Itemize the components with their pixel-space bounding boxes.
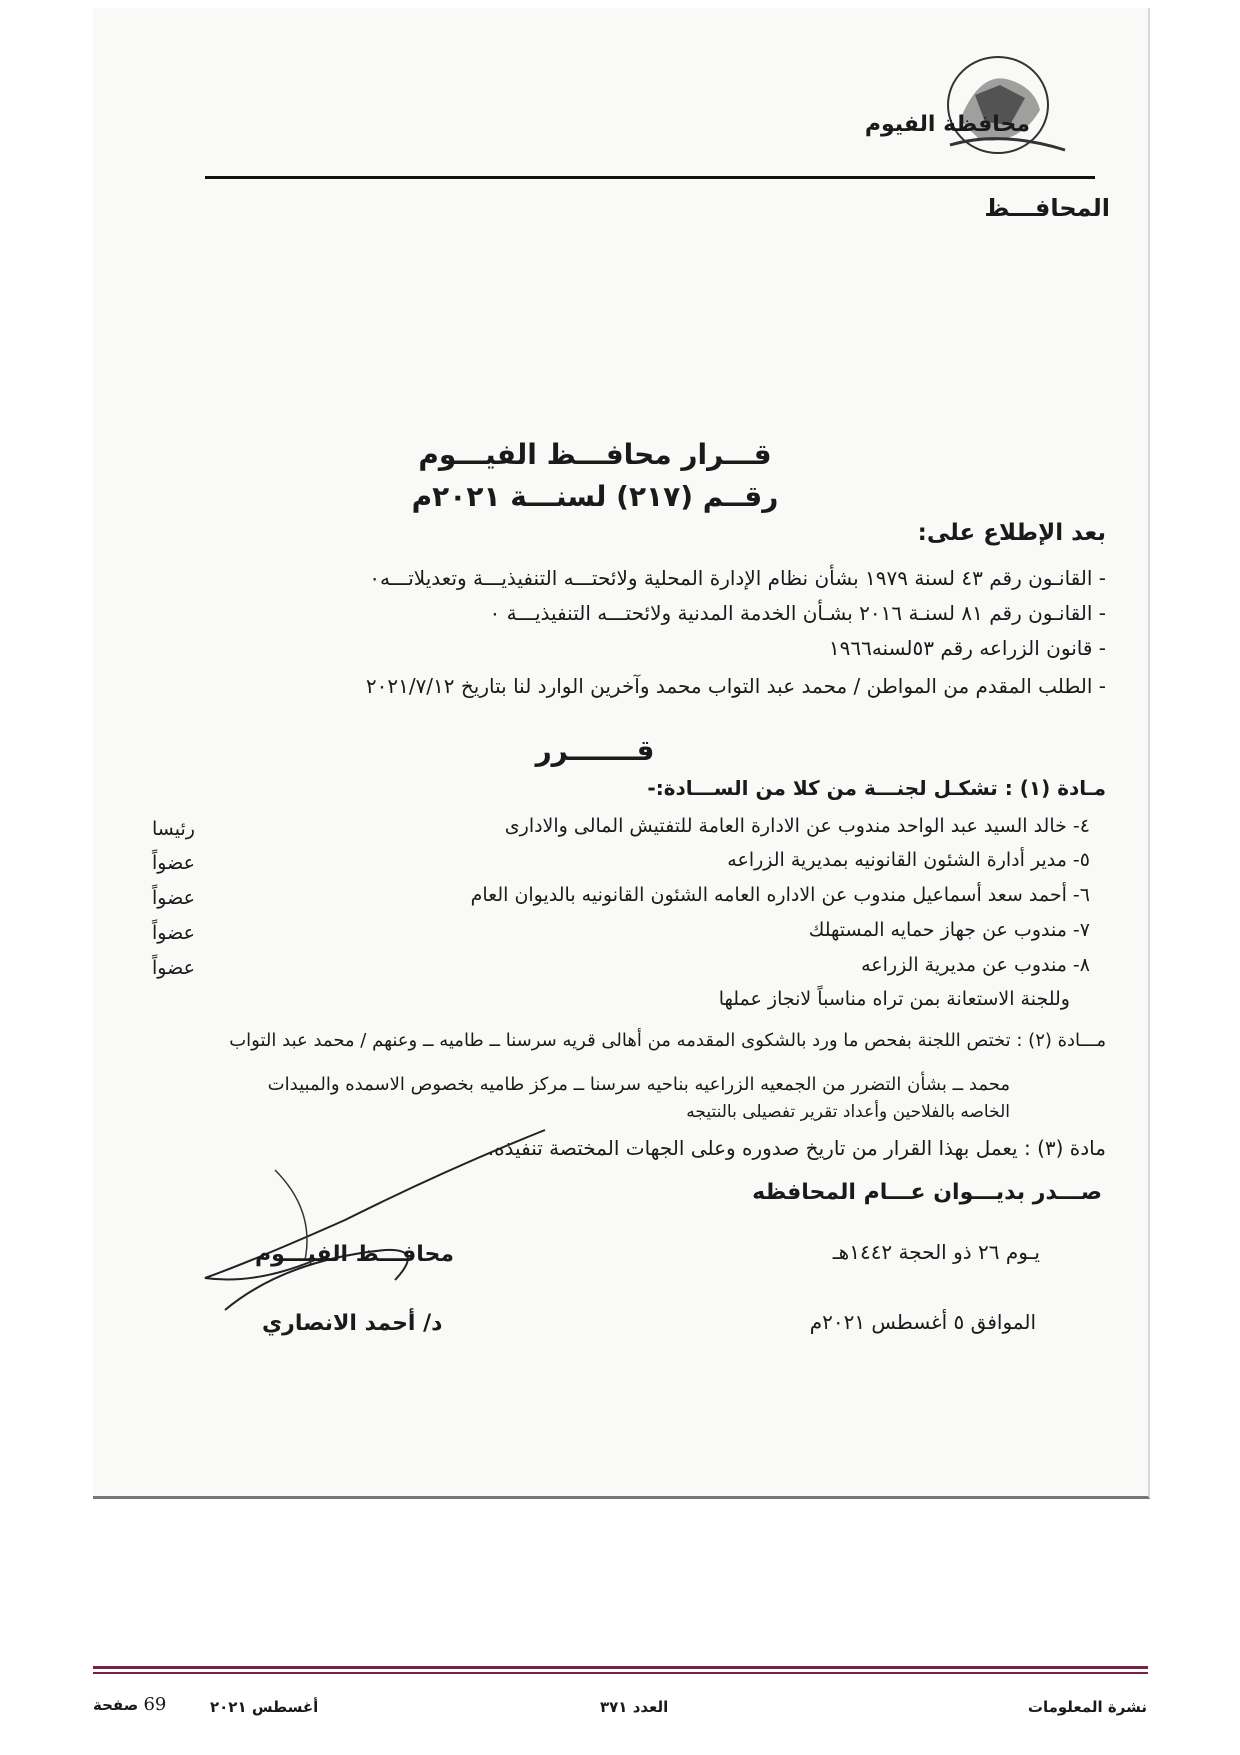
signature-scribble-icon <box>195 1110 555 1330</box>
committee-member: ٨- مندوب عن مديرية الزراعه <box>861 954 1090 976</box>
decree-title: قـــرار محافـــظ الفيـــوم <box>418 438 772 471</box>
page-number: 69 <box>143 1694 167 1715</box>
article-1-heading: مـادة (١) : تشكـل لجنـــة من كلا من الســـادة:- <box>647 776 1106 800</box>
reference-item: - القانـون رقم ٤٣ لسنة ١٩٧٩ بشأن نظام الإدارة المحلية ولائحتـــه التنفيذيـــة وتعديلاتـــه٠ <box>369 566 1106 590</box>
article-2-text: محمد ــ بشأن التضرر من الجمعيه الزراعيه بناحيه سرسنا ــ مركز طاميه بخصوص الاسمده والمبيدات <box>267 1074 1010 1095</box>
issue-number: العدد ٣٧١ <box>600 1698 669 1716</box>
decided-heading: قـــــــرر <box>535 734 655 767</box>
committee-note: وللجنة الاستعانة بمن تراه مناسباً لانجاز عملها <box>718 988 1070 1010</box>
preamble-heading: بعد الإطلاع على: <box>917 520 1106 546</box>
signatory-name: د/ أحمد الانصاري <box>262 1311 443 1336</box>
reference-item: - الطلب المقدم من المواطن / محمد عبد التواب محمد وآخرين الوارد لنا بتاريخ ٢٠٢١/٧/١٢ <box>365 674 1106 698</box>
publication-name: نشرة المعلومات <box>1027 1698 1147 1716</box>
article-2-text: مـــادة (٢) : تختص اللجنة بفحص ما ورد بالشكوى المقدمه من أهالى قريه سرسنا ــ طاميه ــ وعنهم / محمد عبد التواب <box>229 1030 1106 1051</box>
reference-item: - قانون الزراعه رقم ٥٣لسنه١٩٦٦ <box>828 636 1106 660</box>
member-role: عضواً <box>152 957 195 979</box>
page-label: صفحة <box>93 1696 139 1714</box>
member-role: عضواً <box>152 852 195 874</box>
hijri-date: يـوم ٢٦ ذو الحجة ١٤٤٢هـ <box>832 1240 1040 1264</box>
reference-item: - القانـون رقم ٨١ لسنـة ٢٠١٦ بشـأن الخدمة المدنية ولائحتـــه التنفيذيـــة ٠ <box>489 601 1106 625</box>
issued-at: صـــدر بديـــوان عـــام المحافظه <box>752 1180 1102 1205</box>
member-role: عضواً <box>152 887 195 909</box>
header-divider <box>205 176 1095 179</box>
gregorian-date: الموافق ٥ أغسطس ٢٠٢١م <box>809 1310 1036 1334</box>
governorate-seal-icon <box>940 50 1070 160</box>
footer-divider <box>93 1666 1148 1669</box>
committee-member: ٥- مدير أدارة الشئون القانونيه بمديرية الزراعه <box>727 849 1090 871</box>
committee-member: ٦- أحمد سعد أسماعيل مندوب عن الاداره العامه الشئون القانونيه بالديوان العام <box>470 884 1090 906</box>
footer-divider <box>93 1672 1148 1674</box>
signatory-title: محافـــظ الفيـــوم <box>255 1242 455 1267</box>
page-indicator <box>93 1694 166 1715</box>
office-title: المحافـــظ <box>984 194 1110 222</box>
issue-month: أغسطس ٢٠٢١ <box>210 1698 319 1716</box>
article-3-text: مادة (٣) : يعمل بهذا القرار من تاريخ صدوره وعلى الجهات المختصة تنفيذه. <box>487 1136 1106 1160</box>
article-2-text: الخاصه بالفلاحين وأعداد تقرير تفصيلى بالنتيجه <box>686 1102 1010 1122</box>
committee-member: ٧- مندوب عن جهاز حمايه المستهلك <box>808 919 1090 941</box>
governorate-name: محافظة الفيوم <box>864 112 1030 137</box>
committee-member: ٤- خالد السيد عبد الواحد مندوب عن الادارة العامة للتفتيش المالى والادارى <box>504 815 1090 837</box>
member-role: رئيسا <box>152 818 195 840</box>
member-role: عضواً <box>152 922 195 944</box>
decree-number: رقــم (٢١٧) لسنـــة ٢٠٢١م <box>411 480 779 513</box>
